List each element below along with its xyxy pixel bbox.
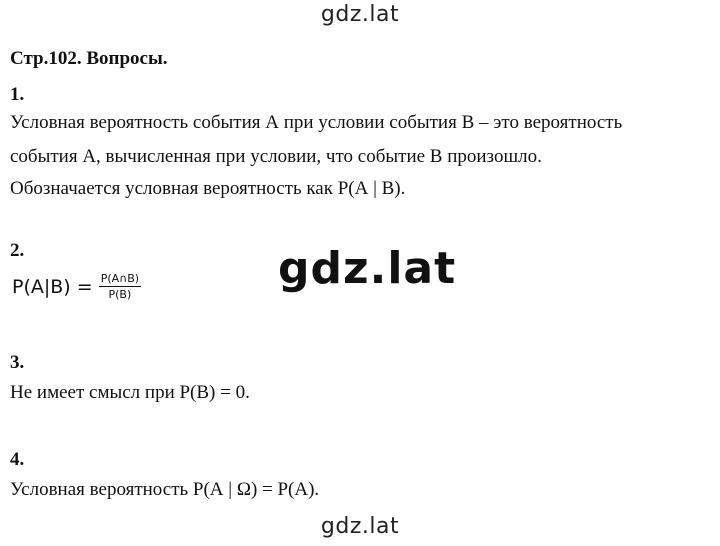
answer-4-text: Условная вероятность Р(А | Ω) = Р(А). xyxy=(10,479,320,500)
answer-1-line-1: Условная вероятность события А при условии события В – это вероятность xyxy=(10,112,623,133)
question-3-number: 3. xyxy=(10,352,25,373)
watermark-bottom: gdz.lat xyxy=(320,514,400,539)
formula-numerator: P(A∩B) xyxy=(100,272,140,285)
question-1-number: 1. xyxy=(10,84,25,105)
formula-fraction xyxy=(99,272,141,301)
answer-1-line-3: Обозначается условная вероятность как Р(А | В). xyxy=(10,178,406,199)
formula-denominator: P(B) xyxy=(108,288,132,301)
question-2-number: 2. xyxy=(10,240,25,261)
formula-left-side: P(A|B) = xyxy=(12,275,93,298)
page-title: Стр.102. Вопросы. xyxy=(10,48,168,69)
watermark-center: gdz.lat xyxy=(278,243,457,294)
watermark-top: gdz.lat xyxy=(320,2,400,27)
question-4-number: 4. xyxy=(10,449,25,470)
answer-3-text: Не имеет смысл при Р(В) = 0. xyxy=(10,382,250,403)
answer-1-line-2: события А, вычисленная при условии, что событие В произошло. xyxy=(10,146,542,167)
conditional-probability-formula xyxy=(12,272,141,301)
